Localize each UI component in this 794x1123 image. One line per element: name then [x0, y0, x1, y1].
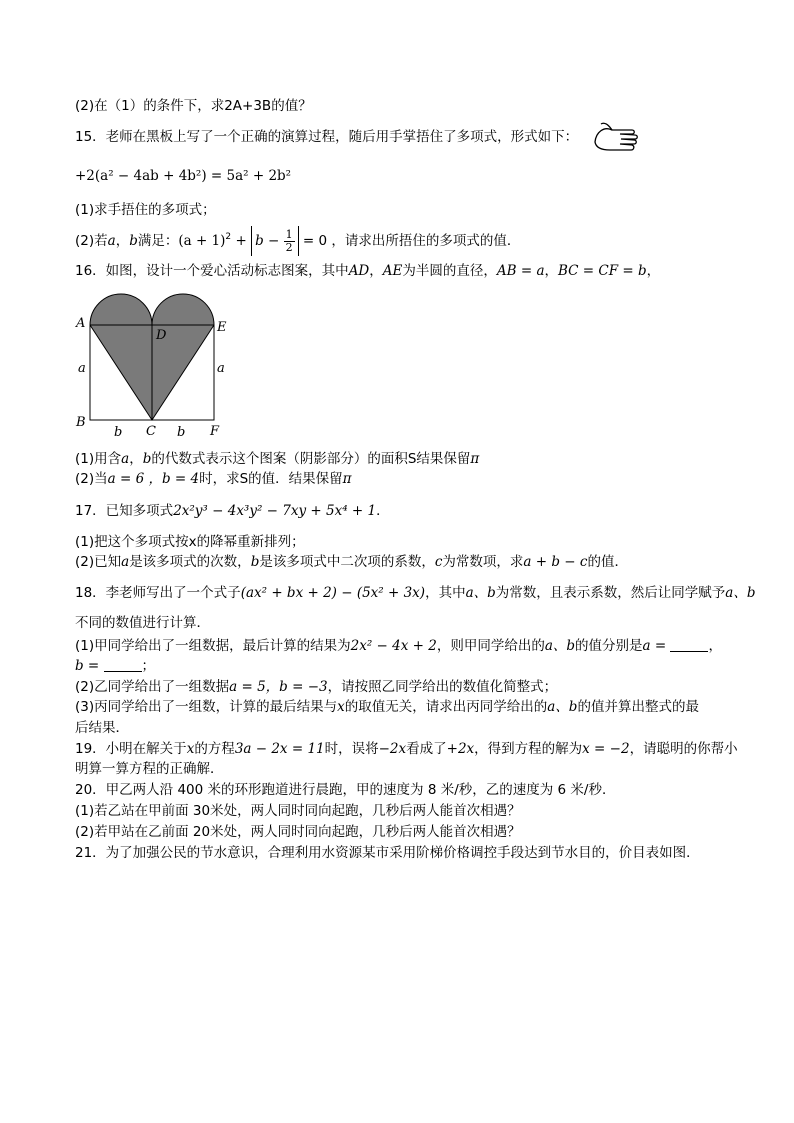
q17-part1: (1)把这个多项式按x的降幂重新排列；	[75, 534, 305, 550]
q18-part2: (2)乙同学给出了一组数据a = 5，b = −3，请按照乙同学给出的数值化简整式；	[75, 679, 558, 695]
q15-part2: (2)若a，b满足：$(a + 1)^2 + b$ − $\frac{1}{2}$ = 0 ，请求出所捂住的多项式的值．	[75, 228, 521, 254]
q15-fraction: $\frac{1}{2}$	[285, 228, 293, 254]
q17-part2: (2)已知a是该多项式的次数，b是该多项式中二次项的系数，c为常数项，求a + b − c的值．	[75, 554, 628, 570]
q15-abs-term: b − $\frac{1}{2}$	[251, 226, 299, 256]
heart-figure	[70, 290, 240, 449]
q19-stem: 19．小明在解关于x的方程3a − 2x = 11时，误将−2x看成了+2x，得到方程的解为x = −2，请聪明的你帮小	[75, 741, 738, 757]
q19-stem-cont: 明算一算方程的正确解．	[75, 761, 224, 777]
q14-part2: (2)在（1）的条件下，求2A+3B的值？	[75, 98, 312, 114]
q18-part1-cont: b = ；	[75, 658, 156, 674]
q17-polynomial: 2x²y³ − 4x³y² − 7xy + 5x⁴ + 1	[173, 503, 377, 519]
q18-stem: 18．李老师写出了一个式子(ax² + bx + 2) − (5x² + 3x)，其中a、b为常数，且表示系数，然后让同学赋予a、b	[75, 585, 756, 601]
q15-equation: +2(a² − 4ab + 4b²) = 5a² + 2b²	[75, 168, 292, 184]
label-b-left: b	[114, 425, 123, 440]
q18-part3-cont: 后结果．	[75, 720, 129, 736]
q21-stem: 21．为了加强公民的节水意识，合理利用水资源某市采用阶梯价格调控手段达到节水目的，价目表如图．	[75, 845, 700, 861]
label-B: B	[76, 415, 86, 430]
hand-covering-icon	[592, 120, 638, 160]
q15-stem: 15．老师在黑板上写了一个正确的演算过程，随后用手掌捂住了多项式，形式如下：	[75, 129, 579, 145]
q17-stem: 17．已知多项式2x²y³ − 4x³y² − 7xy + 5x⁴ + 1．	[75, 503, 390, 519]
q20-part1: (1)若乙站在甲前面 30米处，两人同时同向起跑，几秒后两人能首次相遇？	[75, 803, 521, 819]
q20-stem: 20．甲乙两人沿 400 米的环形跑道进行晨跑，甲的速度为 8 米/秒，乙的速度为 6 米/秒．	[75, 782, 616, 798]
q16-stem: 16．如图，设计一个爱心活动标志图案，其中AD，AE为半圆的直径，AB = a，BC = CF = b，	[75, 263, 661, 279]
q18-expression: (ax² + bx + 2) − (5x² + 3x)	[240, 585, 426, 601]
q16-part2: (2)当a = 6 ，b = 4时，求S的值．结果保留π	[75, 471, 352, 487]
q15-square-term: (a + 1)	[178, 233, 226, 249]
q20-part2: (2)若甲站在乙前面 20米处，两人同时同向起跑，几秒后两人能首次相遇？	[75, 824, 521, 840]
label-C: C	[146, 424, 156, 439]
label-E: E	[217, 320, 227, 335]
q18-part1: (1)甲同学给出了一组数据，最后计算的结果为2x² − 4x + 2，则甲同学给出的a、b的值分别是a = ，	[75, 638, 722, 654]
label-A: A	[76, 316, 86, 331]
label-b-right: b	[177, 425, 186, 440]
q18-stem-cont: 不同的数值进行计算．	[75, 615, 210, 631]
label-a-right: a	[217, 361, 225, 376]
answer-blank-a[interactable]	[670, 639, 708, 652]
q16-part1: (1)用含a，b的代数式表示这个图案（阴影部分）的面积S结果保留π	[75, 451, 480, 467]
q18-part3: (3)丙同学给出了一组数，计算的最后结果与x的取值无关，请求出丙同学给出的a、b的值并算出整式的最	[75, 699, 699, 715]
answer-blank-b[interactable]	[104, 659, 142, 672]
label-D: D	[156, 328, 167, 343]
label-F: F	[210, 424, 220, 439]
q15-part1: (1)求手捂住的多项式；	[75, 202, 216, 218]
label-a-left: a	[78, 361, 86, 376]
